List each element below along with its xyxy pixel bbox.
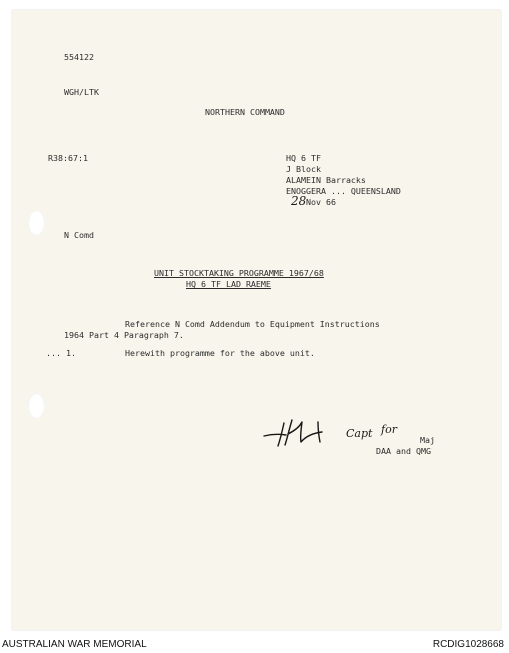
handwritten-rank: Capt <box>346 427 373 440</box>
document-subtitle: HQ 6 TF LAD RAEME <box>186 279 271 289</box>
sender-line: ENOGGERA ... QUEENSLAND <box>286 186 401 196</box>
handwritten-date-day: 28 <box>291 194 307 208</box>
archive-footer <box>0 633 509 653</box>
paragraph-marker: ... 1. <box>46 348 76 358</box>
punch-hole-top <box>28 210 45 236</box>
punch-hole-bottom <box>28 393 45 419</box>
reference-number: R38:67:1 <box>48 153 88 163</box>
handwritten-for: for <box>381 423 397 436</box>
signatory-rank: Maj <box>420 435 435 445</box>
document-sheet <box>12 10 501 630</box>
date-month-year: Nov 66 <box>306 197 336 207</box>
handwritten-signature <box>262 412 358 450</box>
file-number: 554122 <box>64 52 94 62</box>
sender-line: J Block <box>286 164 321 174</box>
archive-id: RCDIG1028668 <box>432 639 504 650</box>
signatory-title: DAA and QMG <box>376 446 431 456</box>
addressee: N Comd <box>64 230 94 240</box>
sender-line: ALAMEIN Barracks <box>286 175 366 185</box>
archive-name: AUSTRALIAN WAR MEMORIAL <box>2 639 147 650</box>
reference-line: Reference N Comd Addendum to Equipment Instructions <box>125 319 380 329</box>
sender-line: HQ 6 TF <box>286 153 321 163</box>
initials: WGH/LTK <box>64 87 99 97</box>
document-title: UNIT STOCKTAKING PROGRAMME 1967/68 <box>154 268 324 278</box>
reference-line: 1964 Part 4 Paragraph 7. <box>64 330 184 340</box>
paragraph-text: Herewith programme for the above unit. <box>125 348 315 358</box>
command-heading: NORTHERN COMMAND <box>205 107 285 117</box>
